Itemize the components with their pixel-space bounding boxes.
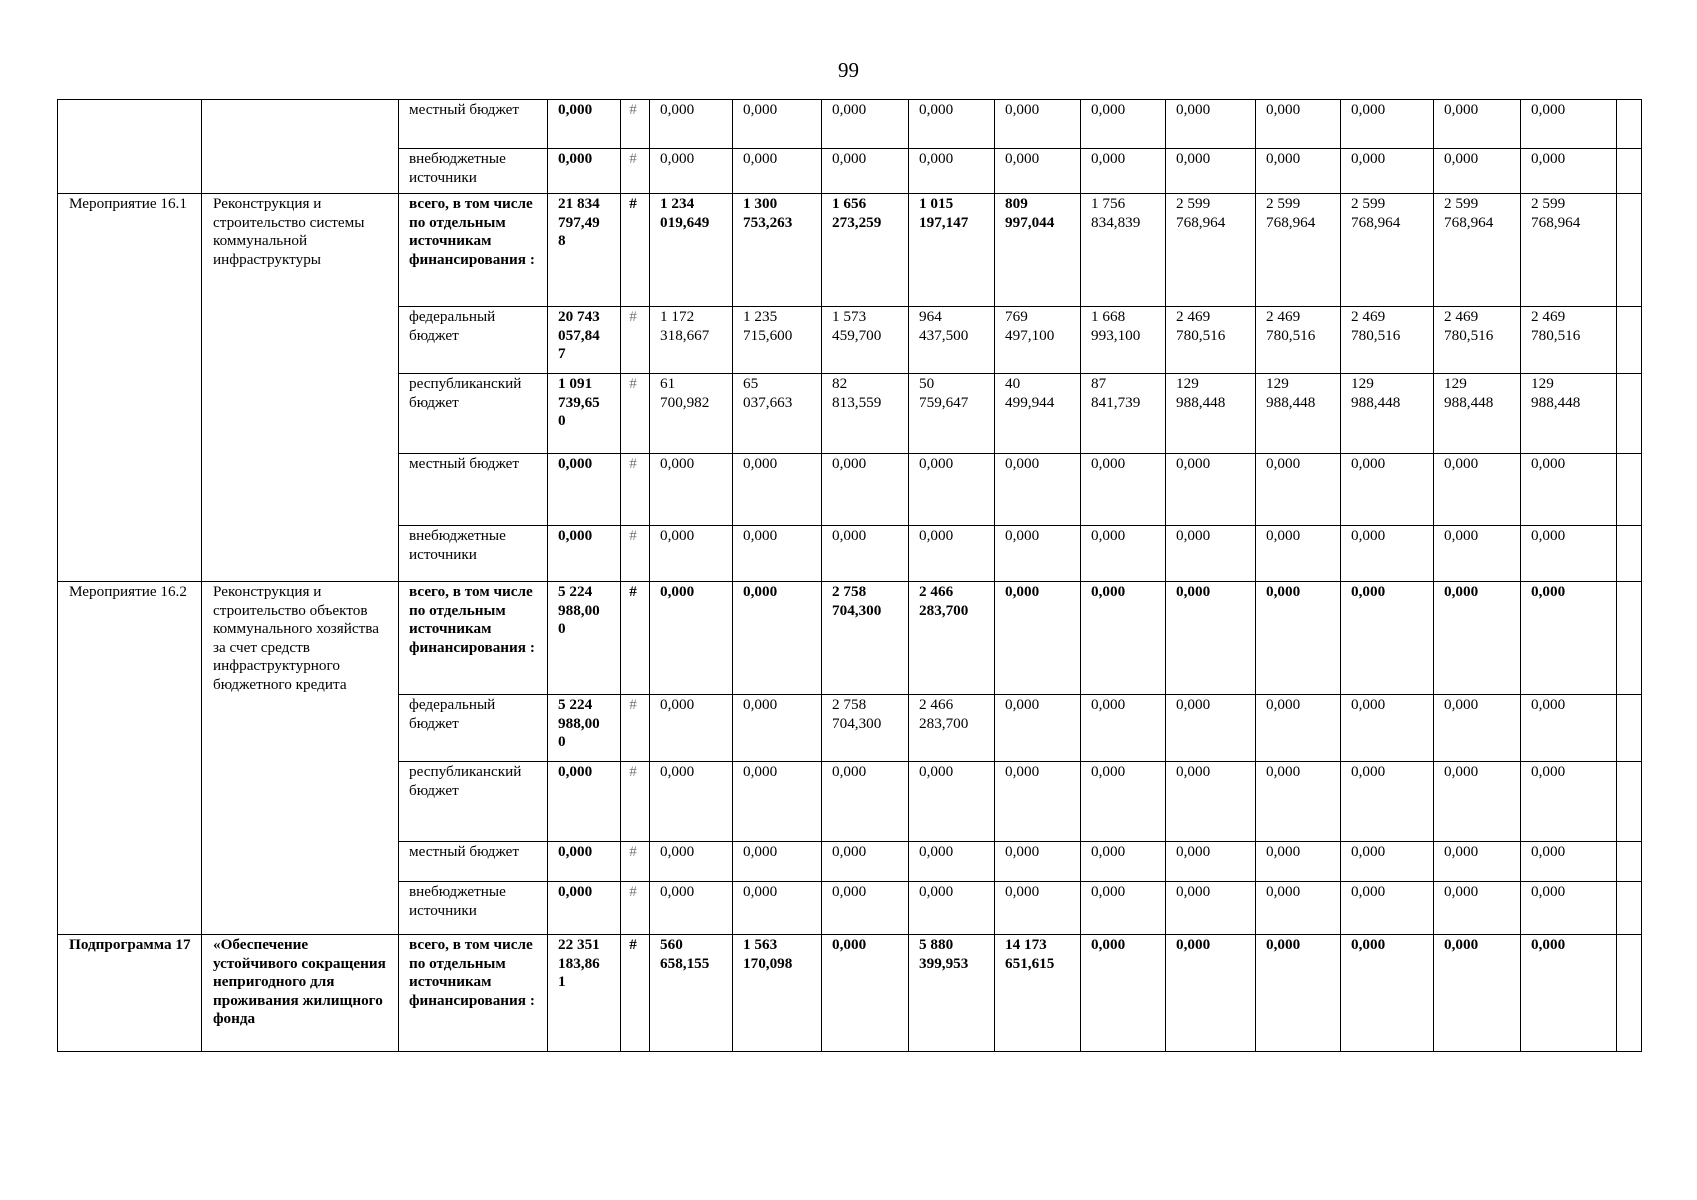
measure-description: Реконструкция и строительство системы коммунальной инфраструктуры [202, 194, 399, 582]
year-amount: 0,000 [650, 695, 733, 762]
year-amount: 0,000 [733, 454, 822, 526]
empty-cell [1617, 374, 1642, 454]
measure-name: Мероприятие 16.2 [58, 582, 202, 935]
year-amount: 129 988,448 [1434, 374, 1521, 454]
overflow-marker: # [621, 842, 650, 882]
overflow-marker: # [621, 695, 650, 762]
empty-cell [1617, 762, 1642, 842]
year-amount: 1 172 318,667 [650, 307, 733, 374]
table-row [58, 194, 1642, 307]
table-row [58, 100, 1642, 149]
year-amount: 0,000 [1434, 842, 1521, 882]
year-amount: 0,000 [1081, 842, 1166, 882]
overflow-marker: # [621, 307, 650, 374]
year-amount: 0,000 [1521, 935, 1617, 1052]
year-amount: 2 758 704,300 [822, 695, 909, 762]
empty-cell [1617, 307, 1642, 374]
total-amount: 0,000 [548, 526, 621, 582]
year-amount: 0,000 [1521, 149, 1617, 194]
overflow-marker: # [621, 194, 650, 307]
year-amount: 0,000 [1081, 935, 1166, 1052]
total-amount: 5 224 988,00 0 [548, 582, 621, 695]
empty-cell [1617, 149, 1642, 194]
year-amount: 2 466 283,700 [909, 695, 995, 762]
year-amount: 0,000 [995, 100, 1081, 149]
year-amount: 0,000 [822, 935, 909, 1052]
year-amount: 0,000 [909, 882, 995, 935]
year-amount: 0,000 [1081, 695, 1166, 762]
overflow-marker: # [621, 582, 650, 695]
year-amount: 0,000 [995, 842, 1081, 882]
year-amount: 0,000 [1256, 149, 1341, 194]
measure-description: «Обеспечение устойчивого сокращения непригодного для проживания жилищного фонда [202, 935, 399, 1052]
year-amount: 0,000 [1081, 149, 1166, 194]
overflow-marker: # [621, 882, 650, 935]
year-amount: 0,000 [1166, 882, 1256, 935]
empty-cell [1617, 695, 1642, 762]
year-amount: 0,000 [1341, 582, 1434, 695]
year-amount: 0,000 [995, 762, 1081, 842]
year-amount: 129 988,448 [1341, 374, 1434, 454]
year-amount: 0,000 [650, 149, 733, 194]
overflow-marker: # [621, 526, 650, 582]
year-amount: 1 015 197,147 [909, 194, 995, 307]
year-amount: 2 599 768,964 [1256, 194, 1341, 307]
overflow-marker: # [621, 454, 650, 526]
funding-source: всего, в том числе по отдельным источникам финансирования : [399, 582, 548, 695]
year-amount: 0,000 [909, 526, 995, 582]
empty-cell [1617, 526, 1642, 582]
year-amount: 0,000 [733, 526, 822, 582]
measure-description [202, 100, 399, 194]
financing-table [57, 99, 1642, 1052]
year-amount: 0,000 [1081, 582, 1166, 695]
year-amount: 0,000 [1341, 454, 1434, 526]
year-amount: 0,000 [1341, 695, 1434, 762]
year-amount: 964 437,500 [909, 307, 995, 374]
year-amount: 82 813,559 [822, 374, 909, 454]
year-amount: 0,000 [822, 454, 909, 526]
year-amount: 0,000 [1081, 762, 1166, 842]
year-amount: 1 656 273,259 [822, 194, 909, 307]
funding-source: всего, в том числе по отдельным источникам финансирования : [399, 935, 548, 1052]
year-amount: 0,000 [1341, 526, 1434, 582]
funding-source: внебюджетные источники [399, 882, 548, 935]
total-amount: 0,000 [548, 149, 621, 194]
year-amount: 0,000 [995, 582, 1081, 695]
year-amount: 129 988,448 [1521, 374, 1617, 454]
year-amount: 0,000 [1081, 526, 1166, 582]
year-amount: 809 997,044 [995, 194, 1081, 307]
year-amount: 0,000 [1434, 582, 1521, 695]
year-amount: 0,000 [1256, 582, 1341, 695]
year-amount: 0,000 [995, 882, 1081, 935]
year-amount: 65 037,663 [733, 374, 822, 454]
year-amount: 14 173 651,615 [995, 935, 1081, 1052]
year-amount: 0,000 [995, 454, 1081, 526]
year-amount: 0,000 [650, 100, 733, 149]
year-amount: 2 469 780,516 [1341, 307, 1434, 374]
year-amount: 0,000 [733, 762, 822, 842]
year-amount: 2 469 780,516 [1256, 307, 1341, 374]
funding-source: республиканский бюджет [399, 374, 548, 454]
year-amount: 61 700,982 [650, 374, 733, 454]
total-amount: 0,000 [548, 100, 621, 149]
total-amount: 0,000 [548, 454, 621, 526]
year-amount: 0,000 [733, 842, 822, 882]
year-amount: 0,000 [1434, 149, 1521, 194]
total-amount: 0,000 [548, 762, 621, 842]
year-amount: 2 469 780,516 [1434, 307, 1521, 374]
year-amount: 0,000 [1341, 935, 1434, 1052]
funding-source: республиканский бюджет [399, 762, 548, 842]
year-amount: 0,000 [733, 100, 822, 149]
year-amount: 5 880 399,953 [909, 935, 995, 1052]
year-amount: 0,000 [1341, 100, 1434, 149]
year-amount: 1 573 459,700 [822, 307, 909, 374]
year-amount: 0,000 [1434, 882, 1521, 935]
total-amount: 22 351 183,86 1 [548, 935, 621, 1052]
empty-cell [1617, 454, 1642, 526]
year-amount: 0,000 [1256, 454, 1341, 526]
year-amount: 0,000 [1521, 454, 1617, 526]
year-amount: 0,000 [822, 842, 909, 882]
overflow-marker: # [621, 374, 650, 454]
year-amount: 0,000 [1081, 100, 1166, 149]
year-amount: 0,000 [1166, 935, 1256, 1052]
funding-source: федеральный бюджет [399, 695, 548, 762]
year-amount: 0,000 [650, 582, 733, 695]
year-amount: 0,000 [1256, 762, 1341, 842]
year-amount: 2 599 768,964 [1341, 194, 1434, 307]
overflow-marker: # [621, 149, 650, 194]
year-amount: 2 758 704,300 [822, 582, 909, 695]
year-amount: 0,000 [650, 842, 733, 882]
year-amount: 0,000 [650, 454, 733, 526]
year-amount: 0,000 [1521, 882, 1617, 935]
year-amount: 0,000 [909, 454, 995, 526]
empty-cell [1617, 935, 1642, 1052]
year-amount: 0,000 [1521, 762, 1617, 842]
year-amount: 0,000 [650, 762, 733, 842]
year-amount: 1 668 993,100 [1081, 307, 1166, 374]
year-amount: 560 658,155 [650, 935, 733, 1052]
year-amount: 0,000 [1166, 100, 1256, 149]
total-amount: 0,000 [548, 882, 621, 935]
year-amount: 2 469 780,516 [1166, 307, 1256, 374]
year-amount: 2 466 283,700 [909, 582, 995, 695]
year-amount: 0,000 [1166, 842, 1256, 882]
year-amount: 1 234 019,649 [650, 194, 733, 307]
year-amount: 1 563 170,098 [733, 935, 822, 1052]
year-amount: 0,000 [1521, 100, 1617, 149]
year-amount: 87 841,739 [1081, 374, 1166, 454]
year-amount: 0,000 [1434, 762, 1521, 842]
year-amount: 0,000 [822, 149, 909, 194]
year-amount: 0,000 [1166, 149, 1256, 194]
year-amount: 0,000 [1521, 526, 1617, 582]
overflow-marker: # [621, 100, 650, 149]
year-amount: 0,000 [1256, 882, 1341, 935]
year-amount: 0,000 [909, 842, 995, 882]
year-amount: 0,000 [1256, 842, 1341, 882]
empty-cell [1617, 882, 1642, 935]
table-body [58, 100, 1642, 1052]
year-amount: 0,000 [1166, 582, 1256, 695]
total-amount: 21 834 797,49 8 [548, 194, 621, 307]
year-amount: 0,000 [650, 882, 733, 935]
year-amount: 2 469 780,516 [1521, 307, 1617, 374]
measure-name: Мероприятие 16.1 [58, 194, 202, 582]
empty-cell [1617, 100, 1642, 149]
year-amount: 0,000 [909, 100, 995, 149]
year-amount: 0,000 [1341, 149, 1434, 194]
year-amount: 0,000 [1256, 935, 1341, 1052]
table-row [58, 935, 1642, 1052]
year-amount: 0,000 [1256, 100, 1341, 149]
empty-cell [1617, 582, 1642, 695]
year-amount: 0,000 [1341, 842, 1434, 882]
year-amount: 0,000 [822, 882, 909, 935]
measure-name: Подпрограмма 17 [58, 935, 202, 1052]
year-amount: 0,000 [1166, 762, 1256, 842]
year-amount: 0,000 [733, 149, 822, 194]
year-amount: 0,000 [1521, 582, 1617, 695]
year-amount: 129 988,448 [1166, 374, 1256, 454]
year-amount: 129 988,448 [1256, 374, 1341, 454]
year-amount: 2 599 768,964 [1166, 194, 1256, 307]
year-amount: 769 497,100 [995, 307, 1081, 374]
year-amount: 0,000 [1521, 842, 1617, 882]
year-amount: 0,000 [1434, 526, 1521, 582]
funding-source: всего, в том числе по отдельным источникам финансирования : [399, 194, 548, 307]
year-amount: 50 759,647 [909, 374, 995, 454]
year-amount: 0,000 [1081, 454, 1166, 526]
year-amount: 0,000 [995, 695, 1081, 762]
year-amount: 0,000 [650, 526, 733, 582]
year-amount: 0,000 [1341, 762, 1434, 842]
page-number: 99 [838, 58, 859, 82]
year-amount: 40 499,944 [995, 374, 1081, 454]
empty-cell [1617, 842, 1642, 882]
overflow-marker: # [621, 762, 650, 842]
year-amount: 0,000 [822, 100, 909, 149]
year-amount: 0,000 [733, 882, 822, 935]
total-amount: 0,000 [548, 842, 621, 882]
total-amount: 20 743 057,84 7 [548, 307, 621, 374]
funding-source: местный бюджет [399, 842, 548, 882]
year-amount: 0,000 [909, 762, 995, 842]
year-amount: 0,000 [1521, 695, 1617, 762]
year-amount: 0,000 [822, 762, 909, 842]
funding-source: внебюджетные источники [399, 149, 548, 194]
funding-source: местный бюджет [399, 100, 548, 149]
year-amount: 0,000 [1166, 454, 1256, 526]
year-amount: 2 599 768,964 [1434, 194, 1521, 307]
funding-source: федеральный бюджет [399, 307, 548, 374]
year-amount: 0,000 [1081, 882, 1166, 935]
year-amount: 2 599 768,964 [1521, 194, 1617, 307]
year-amount: 0,000 [995, 526, 1081, 582]
year-amount: 0,000 [822, 526, 909, 582]
year-amount: 1 300 753,263 [733, 194, 822, 307]
total-amount: 1 091 739,65 0 [548, 374, 621, 454]
year-amount: 0,000 [1434, 935, 1521, 1052]
year-amount: 0,000 [733, 695, 822, 762]
year-amount: 0,000 [1166, 526, 1256, 582]
year-amount: 0,000 [1256, 695, 1341, 762]
year-amount: 0,000 [1434, 454, 1521, 526]
funding-source: местный бюджет [399, 454, 548, 526]
year-amount: 0,000 [909, 149, 995, 194]
overflow-marker: # [621, 935, 650, 1052]
table-row [58, 582, 1642, 695]
measure-name [58, 100, 202, 194]
empty-cell [1617, 194, 1642, 307]
funding-source: внебюджетные источники [399, 526, 548, 582]
year-amount: 0,000 [995, 149, 1081, 194]
total-amount: 5 224 988,00 0 [548, 695, 621, 762]
year-amount: 0,000 [1166, 695, 1256, 762]
year-amount: 0,000 [1434, 100, 1521, 149]
year-amount: 0,000 [1341, 882, 1434, 935]
year-amount: 0,000 [1256, 526, 1341, 582]
measure-description: Реконструкция и строительство объектов коммунального хозяйства за счет средств инфраструктурного бюджетного кредита [202, 582, 399, 935]
year-amount: 0,000 [733, 582, 822, 695]
year-amount: 1 235 715,600 [733, 307, 822, 374]
year-amount: 0,000 [1434, 695, 1521, 762]
year-amount: 1 756 834,839 [1081, 194, 1166, 307]
